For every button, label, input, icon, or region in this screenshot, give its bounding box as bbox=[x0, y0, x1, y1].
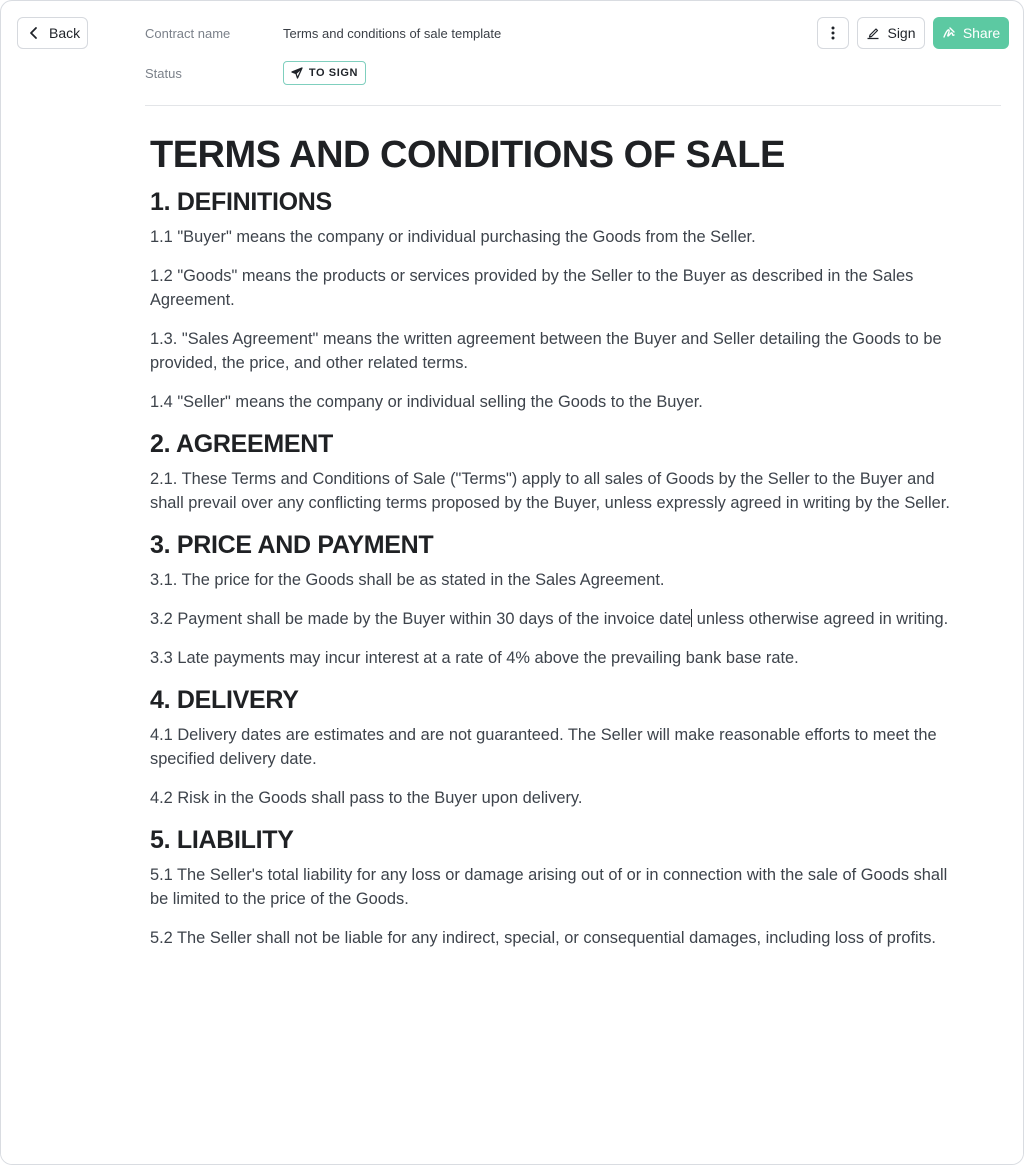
section-heading: 5. LIABILITY bbox=[150, 826, 294, 854]
paragraph: 5.2 The Seller shall not be liable for any indirect, special, or consequential damages, including loss of profits. bbox=[150, 929, 936, 947]
document-body[interactable] bbox=[150, 133, 950, 965]
paragraph-text-after-cursor: unless otherwise agreed in writing. bbox=[692, 610, 949, 628]
paragraph: 3.1. The price for the Goods shall be as stated in the Sales Agreement. bbox=[150, 571, 665, 589]
paragraph: 2.1. These Terms and Conditions of Sale ("Terms") apply to all sales of Goods by the Seller to the Buyer and shall prevail over any conflicting terms proposed by the Buyer, unless expressly agreed in writing by the Seller. bbox=[150, 470, 950, 512]
paragraph: 4.2 Risk in the Goods shall pass to the Buyer upon delivery. bbox=[150, 789, 583, 807]
section-heading: 3. PRICE AND PAYMENT bbox=[150, 531, 434, 559]
status-badge-text: TO SIGN bbox=[308, 67, 359, 79]
sign-button[interactable] bbox=[857, 17, 925, 49]
signature-icon bbox=[942, 26, 956, 40]
status-label: Status bbox=[145, 66, 182, 81]
section-heading: 2. AGREEMENT bbox=[150, 430, 333, 458]
paper-plane-icon bbox=[291, 67, 303, 79]
document-title: TERMS AND CONDITIONS OF SALE bbox=[150, 134, 785, 176]
more-options-button[interactable] bbox=[817, 17, 849, 49]
paragraph-text-before-cursor: 3.2 Payment shall be made by the Buyer within 30 days of the invoice date bbox=[150, 610, 692, 628]
header-divider bbox=[145, 105, 1001, 106]
section-heading: 4. DELIVERY bbox=[150, 686, 299, 714]
contract-name-value: Terms and conditions of sale template bbox=[283, 26, 502, 41]
paragraph: 5.1 The Seller's total liability for any loss or damage arising out of or in connection with the sale of Goods shall be limited to the price of the Goods. bbox=[150, 866, 948, 908]
paragraph: 3.3 Late payments may incur interest at a rate of 4% above the prevailing bank base rate. bbox=[150, 649, 799, 667]
vertical-dots-icon bbox=[831, 26, 835, 40]
status-badge bbox=[283, 61, 366, 85]
sign-button-label: Sign bbox=[887, 25, 916, 41]
chevron-left-icon bbox=[27, 26, 41, 40]
paragraph: 1.4 "Seller" means the company or individual selling the Goods to the Buyer. bbox=[150, 393, 703, 411]
paragraph: 4.1 Delivery dates are estimates and are not guaranteed. The Seller will make reasonable efforts to meet the specified delivery date. bbox=[150, 726, 937, 768]
paragraph: 1.3. "Sales Agreement" means the written agreement between the Buyer and Seller detailing the Goods to be provided, the price, and other related terms. bbox=[150, 330, 942, 372]
paragraph bbox=[150, 607, 950, 631]
paragraph: 1.2 "Goods" means the products or services provided by the Seller to the Buyer as described in the Sales Agreement. bbox=[150, 267, 914, 309]
section-heading: 1. DEFINITIONS bbox=[150, 188, 332, 216]
back-button[interactable] bbox=[17, 17, 88, 49]
paragraph: 1.1 "Buyer" means the company or individual purchasing the Goods from the Seller. bbox=[150, 228, 756, 246]
share-button[interactable] bbox=[933, 17, 1009, 49]
pen-signature-icon bbox=[866, 26, 880, 40]
share-button-label: Share bbox=[962, 25, 1001, 41]
back-button-label: Back bbox=[49, 25, 81, 41]
scroll-fade-overlay bbox=[1, 1021, 1024, 1165]
contract-name-label: Contract name bbox=[145, 26, 231, 41]
